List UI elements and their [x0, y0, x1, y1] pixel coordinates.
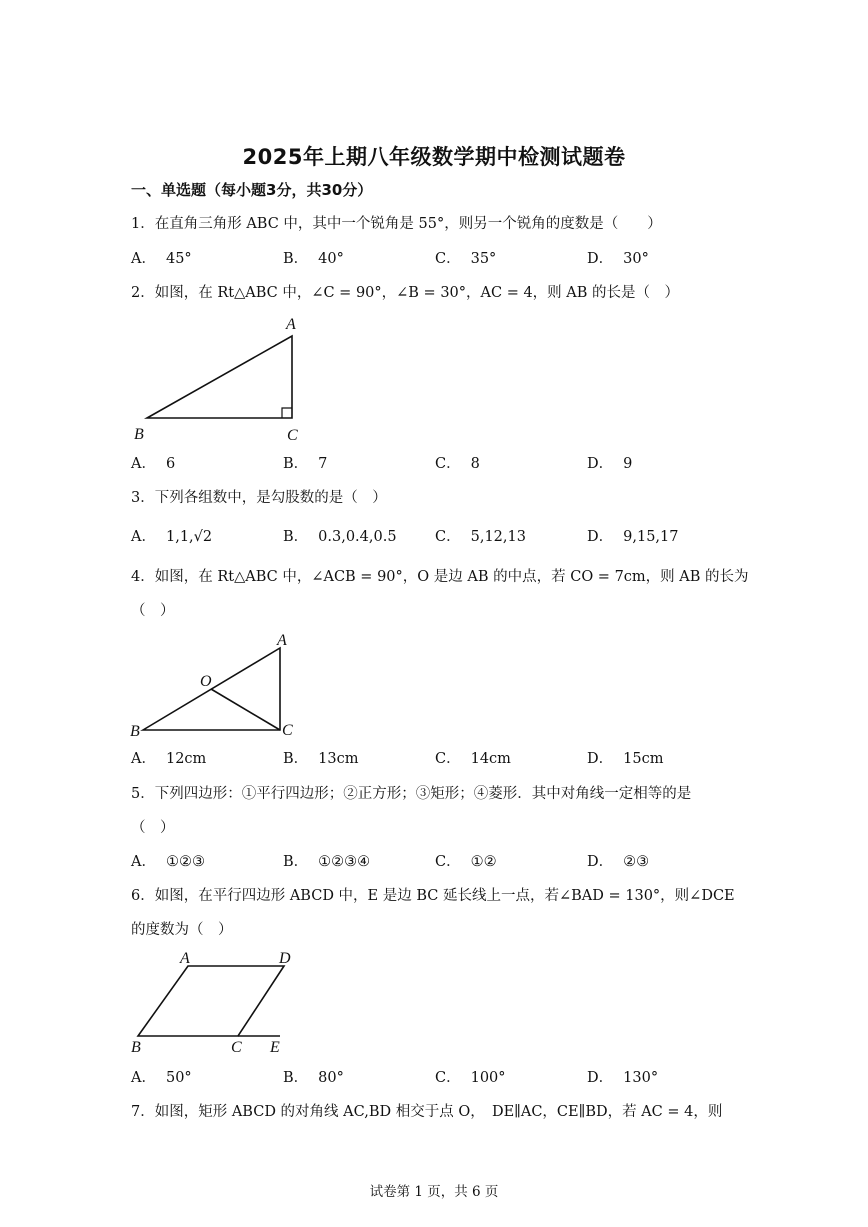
q6-option-c[interactable] — [435, 1068, 506, 1088]
label-b: B — [130, 723, 140, 740]
q3-option-b[interactable] — [283, 527, 397, 547]
parallelogram-abcd — [138, 966, 284, 1036]
option-value: 100° — [470, 1070, 506, 1086]
q1-option-a[interactable] — [131, 249, 192, 269]
option-label: A． — [131, 456, 156, 472]
label-c: C — [287, 427, 298, 444]
option-label: D． — [587, 751, 614, 767]
question-1-text: 1．在直角三角形 ABC 中，其中一个锐角是 55°，则另一个锐角的度数是（ ） — [131, 216, 662, 232]
question-4-text-line-1: 4．如图，在 Rt△ABC 中，∠ACB = 90°，O 是边 AB 的中点，若 CO = 7cm，则 AB 的长为 — [131, 569, 749, 585]
q4-triangle-figure — [128, 628, 308, 743]
option-label: B． — [283, 1070, 309, 1086]
q6-option-b[interactable] — [283, 1068, 344, 1088]
option-label: A． — [131, 1070, 156, 1086]
question-5-text-line-2: （ ） — [131, 820, 175, 836]
label-b: B — [131, 1039, 141, 1056]
q5-option-d[interactable] — [587, 852, 649, 872]
option-label: D． — [587, 456, 614, 472]
option-value: 13cm — [318, 751, 359, 767]
option-label: B． — [283, 529, 309, 545]
option-value: ①②③ — [165, 854, 205, 870]
q3-option-d[interactable] — [587, 527, 679, 547]
option-value: 130° — [623, 1070, 659, 1086]
option-value: 14cm — [470, 751, 511, 767]
option-label: C． — [435, 751, 461, 767]
option-label: B． — [283, 751, 309, 767]
section-heading: 一、单选题（每小题3分，共30分） — [131, 181, 373, 199]
option-label: A． — [131, 854, 156, 870]
q2-option-b[interactable] — [283, 454, 327, 474]
option-value: 7 — [318, 456, 328, 472]
label-b: B — [134, 426, 144, 443]
label-e: E — [270, 1039, 280, 1056]
option-value: 6 — [165, 456, 176, 472]
median-co — [211, 689, 280, 730]
q2-triangle-figure — [130, 312, 310, 447]
q5-option-a[interactable] — [131, 852, 205, 872]
q4-option-d[interactable] — [587, 749, 663, 769]
option-value: 9,15,17 — [623, 529, 679, 545]
label-c: C — [231, 1039, 242, 1056]
question-4-text-line-2: （ ） — [131, 603, 175, 619]
option-label: C． — [435, 854, 461, 870]
q3-option-a[interactable] — [131, 527, 212, 547]
option-label: D． — [587, 529, 614, 545]
triangle-abc — [147, 336, 292, 418]
q4-option-b[interactable] — [283, 749, 358, 769]
option-value: 5,12,13 — [470, 529, 526, 545]
option-label: D． — [587, 251, 614, 267]
option-value: 9 — [623, 456, 633, 472]
q1-option-b[interactable] — [283, 249, 344, 269]
right-angle-mark — [282, 408, 292, 418]
option-label: D． — [587, 854, 614, 870]
q6-parallelogram-figure — [128, 946, 308, 1058]
option-value: 80° — [318, 1070, 344, 1086]
q1-option-c[interactable] — [435, 249, 496, 269]
q4-option-c[interactable] — [435, 749, 511, 769]
option-label: A． — [131, 751, 156, 767]
page-footer: 试卷第 1 页，共 6 页 — [369, 1184, 499, 1200]
question-7-text: 7．如图，矩形 ABCD 的对角线 AC,BD 相交于点 O， DE∥AC，CE∥BD，若 AC = 4，则 — [131, 1104, 723, 1120]
q2-option-d[interactable] — [587, 454, 632, 474]
label-a: A — [180, 950, 190, 967]
option-value: 30° — [623, 251, 649, 267]
option-label: B． — [283, 854, 309, 870]
option-label: B． — [283, 456, 309, 472]
option-value: ①② — [470, 854, 497, 870]
label-d: D — [279, 950, 291, 967]
question-3-text: 3．下列各组数中，是勾股数的是（ ） — [131, 490, 387, 506]
option-label: C． — [435, 529, 461, 545]
option-value: ①②③④ — [318, 854, 371, 870]
option-value: 40° — [318, 251, 344, 267]
option-label: B． — [283, 251, 309, 267]
q5-option-c[interactable] — [435, 852, 497, 872]
q6-option-a[interactable] — [131, 1068, 192, 1088]
option-value: 50° — [165, 1070, 192, 1086]
option-label: C． — [435, 1070, 461, 1086]
question-6-text-line-2: 的度数为（ ） — [131, 922, 233, 938]
q2-option-a[interactable] — [131, 454, 175, 474]
exam-title: 2025年上期八年级数学期中检测试题卷 — [242, 145, 626, 169]
option-value: 45° — [165, 251, 192, 267]
label-c: C — [282, 722, 293, 739]
label-a: A — [277, 632, 287, 649]
q3-option-c[interactable] — [435, 527, 526, 547]
q6-option-d[interactable] — [587, 1068, 658, 1088]
label-a: A — [286, 316, 296, 333]
q2-option-c[interactable] — [435, 454, 480, 474]
q4-option-a[interactable] — [131, 749, 206, 769]
label-o: O — [200, 673, 212, 690]
option-value: 12cm — [165, 751, 207, 767]
question-6-text-line-1: 6．如图，在平行四边形 ABCD 中，E 是边 BC 延长线上一点，若∠BAD = 130°，则∠DCE — [131, 888, 735, 904]
option-value: 8 — [470, 456, 480, 472]
option-label: D． — [587, 1070, 614, 1086]
option-value: ②③ — [623, 854, 650, 870]
option-value: 15cm — [623, 751, 664, 767]
q1-option-d[interactable] — [587, 249, 649, 269]
q5-option-b[interactable] — [283, 852, 370, 872]
option-label: A． — [131, 251, 156, 267]
question-5-text-line-1: 5．下列四边形：①平行四边形；②正方形；③矩形；④菱形．其中对角线一定相等的是 — [131, 786, 692, 802]
option-label: C． — [435, 251, 461, 267]
option-label: C． — [435, 456, 461, 472]
option-value: 0.3,0.4,0.5 — [318, 529, 397, 545]
option-value: 1,1,√2 — [165, 529, 213, 545]
question-2-text: 2．如图，在 Rt△ABC 中，∠C = 90°，∠B = 30°，AC = 4，则 AB 的长是（ ） — [131, 285, 680, 301]
option-value: 35° — [470, 251, 497, 267]
option-label: A． — [131, 529, 156, 545]
